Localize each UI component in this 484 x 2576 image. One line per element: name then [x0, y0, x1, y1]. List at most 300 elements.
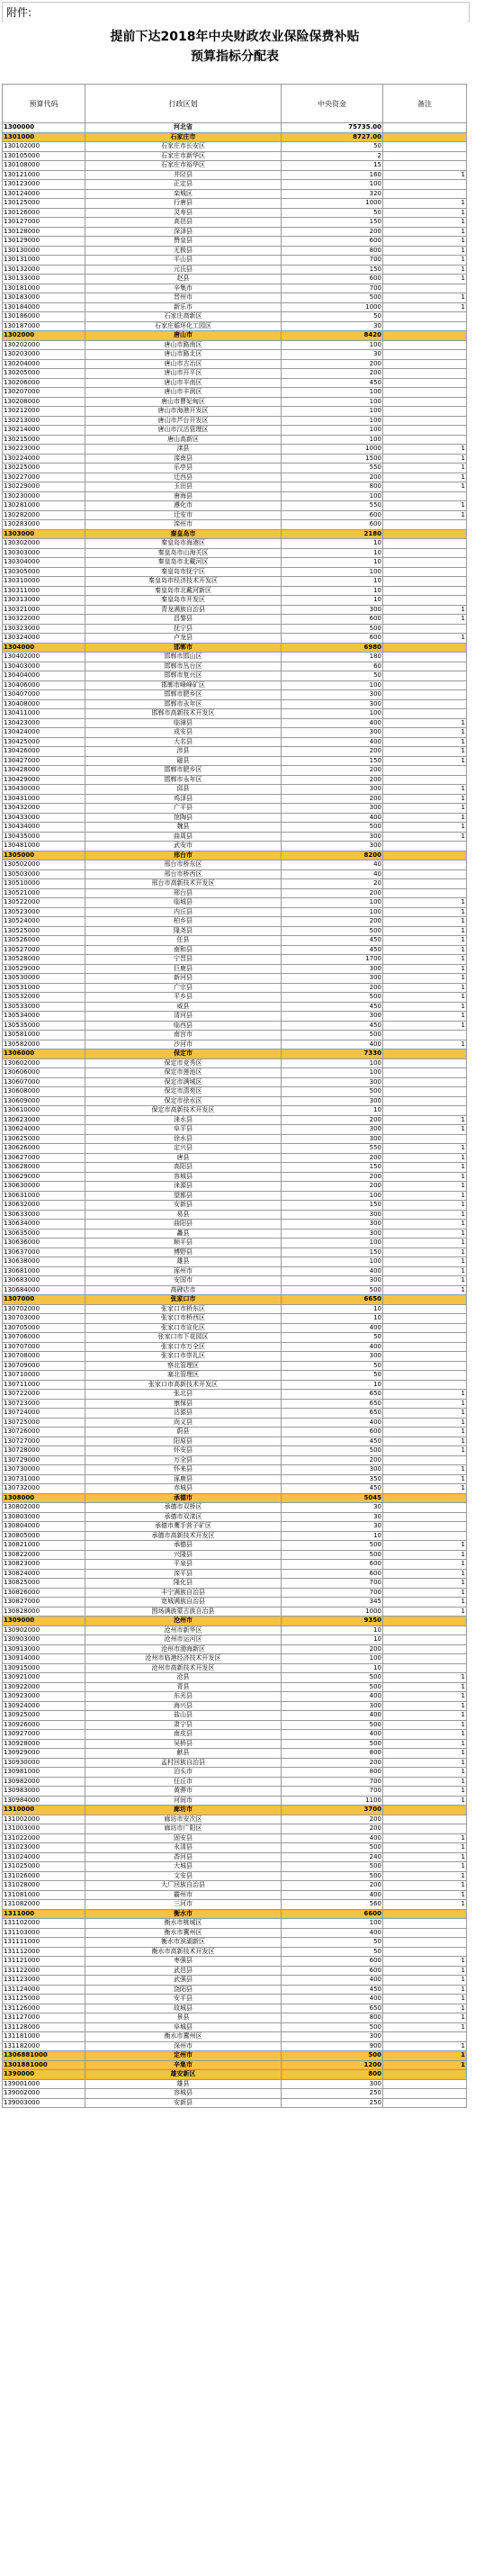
region-cell: 石家庄市新华区 [85, 151, 282, 161]
central-funds-cell: 400 [282, 718, 383, 728]
central-funds-cell: 600 [282, 615, 383, 625]
remarks-cell [383, 1380, 467, 1390]
region-cell: 广宗县 [85, 983, 282, 993]
table-row [3, 1730, 467, 1740]
remarks-cell: 1 [383, 1852, 467, 1862]
region-cell: 南皮县 [85, 1730, 282, 1740]
region-cell: 沧州市渤海新区 [85, 1644, 282, 1654]
central-funds-cell: 450 [282, 936, 383, 946]
budget-code-cell: 130303000 [3, 548, 85, 558]
central-funds-cell: 300 [282, 690, 383, 700]
central-funds-cell: 450 [282, 1985, 383, 1995]
budget-code-cell: 139003000 [3, 2098, 85, 2108]
budget-code-cell: 130731000 [3, 1474, 85, 1484]
budget-code-cell: 131002000 [3, 1815, 85, 1824]
central-funds-cell: 100 [282, 1257, 383, 1267]
table-row [3, 237, 467, 247]
region-cell: 清河县 [85, 1012, 282, 1022]
table-row [3, 189, 467, 199]
remarks-cell [383, 123, 467, 133]
budget-code-cell: 130129000 [3, 237, 85, 247]
table-row [3, 1276, 467, 1286]
central-funds-cell: 200 [282, 359, 383, 369]
budget-code-cell: 130305000 [3, 567, 85, 577]
table-row [3, 823, 467, 833]
central-funds-cell: 400 [282, 1711, 383, 1721]
table-row [3, 1002, 467, 1012]
region-cell: 尚义县 [85, 1418, 282, 1428]
table-row [3, 397, 467, 407]
central-funds-cell: 200 [282, 1153, 383, 1163]
remarks-cell [383, 766, 467, 776]
remarks-cell: 1 [383, 2060, 467, 2070]
budget-code-cell: 130983000 [3, 1787, 85, 1797]
budget-code-cell: 131023000 [3, 1843, 85, 1853]
budget-code-cell: 130610000 [3, 1106, 85, 1116]
central-funds-cell: 6600 [282, 1909, 383, 1919]
remarks-cell [383, 690, 467, 700]
budget-code-cell: 130203000 [3, 350, 85, 360]
remarks-cell: 1 [383, 1985, 467, 1995]
region-cell: 围场满族蒙古族自治县 [85, 1607, 282, 1617]
central-funds-cell: 450 [282, 1002, 383, 1012]
region-cell: 秦皇岛市山海关区 [85, 548, 282, 558]
remarks-cell [383, 1512, 467, 1522]
budget-code-cell: 130802000 [3, 1503, 85, 1513]
central-funds-cell: 10 [282, 1531, 383, 1541]
table-row [3, 1191, 467, 1201]
table-group-row [3, 643, 467, 653]
region-cell: 曲周县 [85, 832, 282, 842]
table-row [3, 1598, 467, 1608]
central-funds-cell: 400 [282, 813, 383, 823]
remarks-cell: 1 [383, 1881, 467, 1891]
region-cell: 唐山市古冶区 [85, 359, 282, 369]
table-row [3, 246, 467, 256]
central-funds-cell: 30 [282, 1503, 383, 1513]
remarks-cell: 1 [383, 1428, 467, 1437]
region-cell: 青龙满族自治县 [85, 605, 282, 615]
table-row [3, 1654, 467, 1664]
region-cell: 平泉县 [85, 1560, 282, 1570]
budget-code-cell: 130123000 [3, 180, 85, 190]
central-funds-cell: 200 [282, 1815, 383, 1824]
table-row [3, 1682, 467, 1692]
budget-code-cell: 1301000 [3, 132, 85, 142]
region-cell: 迁安市 [85, 510, 282, 520]
table-group-row [3, 851, 467, 860]
table-row [3, 170, 467, 180]
region-cell: 保定市满城区 [85, 1077, 282, 1087]
region-cell: 献县 [85, 1749, 282, 1759]
budget-code-cell: 130207000 [3, 388, 85, 398]
table-row [3, 1172, 467, 1182]
table-row [3, 1229, 467, 1238]
remarks-cell [383, 397, 467, 407]
central-funds-cell: 500 [282, 1871, 383, 1881]
central-funds-cell: 300 [282, 804, 383, 814]
region-cell: 唐山市开平区 [85, 369, 282, 379]
central-funds-cell: 650 [282, 2004, 383, 2013]
budget-code-cell: 130408000 [3, 699, 85, 709]
budget-code-cell: 130423000 [3, 718, 85, 728]
table-row [3, 416, 467, 426]
remarks-cell: 1 [383, 785, 467, 795]
region-cell: 保定市竞秀区 [85, 1058, 282, 1068]
central-funds-cell: 200 [282, 766, 383, 776]
region-cell: 保定市徐水区 [85, 1096, 282, 1106]
budget-code-cell: 130823000 [3, 1560, 85, 1570]
table-row [3, 709, 467, 719]
table-row [3, 1976, 467, 1986]
table-row [3, 766, 467, 776]
budget-code-cell: 130530000 [3, 974, 85, 984]
table-row [3, 482, 467, 492]
region-cell: 武安市 [85, 842, 282, 851]
budget-code-cell: 1302000 [3, 331, 85, 341]
budget-code-cell: 130634000 [3, 1220, 85, 1229]
central-funds-cell: 650 [282, 1399, 383, 1409]
region-cell: 衡水市桃城区 [85, 1919, 282, 1929]
region-cell: 故城县 [85, 2004, 282, 2013]
region-cell: 景县 [85, 2013, 282, 2023]
table-row [3, 1531, 467, 1541]
central-funds-cell: 900 [282, 2041, 383, 2051]
remarks-cell: 1 [383, 2022, 467, 2032]
table-row [3, 1843, 467, 1853]
budget-code-cell: 130929000 [3, 1749, 85, 1759]
table-row [3, 1201, 467, 1211]
remarks-cell [383, 671, 467, 681]
central-funds-cell: 200 [282, 1644, 383, 1654]
region-cell: 张家口市崇礼区 [85, 1352, 282, 1362]
remarks-cell [383, 340, 467, 350]
region-cell: 邯郸市永年区 [85, 699, 282, 709]
budget-code-cell: 130707000 [3, 1342, 85, 1352]
central-funds-cell: 30 [282, 321, 383, 331]
budget-code-cell: 131182000 [3, 2041, 85, 2051]
region-cell: 石家庄市 [85, 132, 282, 142]
table-row [3, 1390, 467, 1400]
central-funds-cell: 400 [282, 1323, 383, 1333]
central-funds-cell: 1000 [282, 445, 383, 455]
region-cell: 沽源县 [85, 1409, 282, 1419]
table-row [3, 1210, 467, 1220]
budget-code-cell: 130213000 [3, 416, 85, 426]
remarks-cell [383, 2070, 467, 2080]
budget-code-cell: 130127000 [3, 218, 85, 228]
table-row [3, 539, 467, 549]
remarks-cell [383, 1626, 467, 1635]
central-funds-cell: 50 [282, 1371, 383, 1381]
central-funds-cell: 100 [282, 1654, 383, 1664]
table-row [3, 1663, 467, 1673]
region-cell: 晋州市 [85, 293, 282, 303]
table-row [3, 634, 467, 644]
remarks-cell: 1 [383, 945, 467, 955]
region-cell: 怀安县 [85, 1446, 282, 1456]
remarks-cell: 1 [383, 1560, 467, 1570]
budget-code-cell: 130130000 [3, 246, 85, 256]
region-cell: 秦皇岛市海港区 [85, 539, 282, 549]
remarks-cell: 1 [383, 170, 467, 180]
budget-code-cell: 130828000 [3, 1607, 85, 1617]
budget-code-cell: 130523000 [3, 907, 85, 917]
central-funds-cell: 450 [282, 378, 383, 388]
budget-code-cell: 131122000 [3, 1966, 85, 1976]
table-row [3, 1503, 467, 1513]
budget-code-cell: 130922000 [3, 1682, 85, 1692]
central-funds-cell: 200 [282, 1824, 383, 1834]
central-funds-cell: 400 [282, 1890, 383, 1900]
region-cell: 安平县 [85, 1995, 282, 2004]
central-funds-cell: 6980 [282, 643, 383, 653]
central-funds-cell: 1000 [282, 1607, 383, 1617]
region-cell: 曲阳县 [85, 1220, 282, 1229]
budget-code-cell: 130702000 [3, 1304, 85, 1314]
remarks-cell [383, 1049, 467, 1059]
table-row [3, 917, 467, 927]
central-funds-cell: 400 [282, 1692, 383, 1702]
central-funds-cell: 100 [282, 1068, 383, 1078]
central-funds-cell: 1700 [282, 955, 383, 965]
budget-code-cell: 130304000 [3, 558, 85, 568]
table-group-row [3, 529, 467, 539]
table-row [3, 388, 467, 398]
remarks-cell: 1 [383, 1465, 467, 1475]
budget-code-cell: 130921000 [3, 1673, 85, 1683]
table-group-row [3, 1617, 467, 1626]
central-funds-cell: 10 [282, 1314, 383, 1324]
remarks-cell: 1 [383, 1711, 467, 1721]
remarks-cell: 1 [383, 1588, 467, 1598]
budget-code-cell: 130225000 [3, 464, 85, 473]
budget-code-cell: 1390000 [3, 2070, 85, 2080]
remarks-cell: 1 [383, 293, 467, 303]
table-row [3, 1068, 467, 1078]
remarks-cell: 1 [383, 1182, 467, 1192]
central-funds-cell: 200 [282, 917, 383, 927]
region-cell: 阜城县 [85, 2022, 282, 2032]
central-funds-cell: 550 [282, 1144, 383, 1154]
table-group-row [3, 1493, 467, 1503]
remarks-cell [383, 1617, 467, 1626]
remarks-cell [383, 1323, 467, 1333]
central-funds-cell: 200 [282, 1182, 383, 1192]
remarks-cell [383, 1824, 467, 1834]
budget-code-cell: 130425000 [3, 737, 85, 747]
remarks-cell [383, 699, 467, 709]
budget-code-cell: 130705000 [3, 1323, 85, 1333]
central-funds-cell: 100 [282, 340, 383, 350]
central-funds-cell: 500 [282, 1087, 383, 1097]
central-funds-cell: 100 [282, 388, 383, 398]
central-funds-cell: 150 [282, 756, 383, 766]
budget-code-cell: 130324000 [3, 634, 85, 644]
central-funds-cell: 30 [282, 350, 383, 360]
remarks-cell [383, 132, 467, 142]
region-cell: 成安县 [85, 728, 282, 738]
region-cell: 大城县 [85, 1862, 282, 1872]
central-funds-cell: 200 [282, 1881, 383, 1891]
budget-code-cell: 130726000 [3, 1428, 85, 1437]
region-cell: 高阳县 [85, 1163, 282, 1173]
remarks-cell [383, 520, 467, 530]
budget-allocation-table [2, 84, 467, 2108]
table-row [3, 2022, 467, 2032]
table-row [3, 662, 467, 671]
table-row [3, 1550, 467, 1560]
remarks-cell: 1 [383, 1021, 467, 1031]
table-row [3, 501, 467, 511]
central-funds-cell: 3700 [282, 1806, 383, 1815]
remarks-cell [383, 709, 467, 719]
table-row [3, 1371, 467, 1381]
region-cell: 广平县 [85, 804, 282, 814]
budget-code-cell: 130633000 [3, 1210, 85, 1220]
remarks-cell: 1 [383, 813, 467, 823]
region-cell: 容城县 [85, 1172, 282, 1182]
central-funds-cell: 150 [282, 1163, 383, 1173]
region-cell: 安新县 [85, 2098, 282, 2108]
central-funds-cell: 400 [282, 1040, 383, 1049]
remarks-cell: 1 [383, 804, 467, 814]
table-row [3, 1465, 467, 1475]
region-cell: 万全县 [85, 1455, 282, 1465]
budget-code-cell: 130524000 [3, 917, 85, 927]
table-row [3, 359, 467, 369]
remarks-cell: 1 [383, 1409, 467, 1419]
central-funds-cell: 10 [282, 596, 383, 606]
region-cell: 河间市 [85, 1796, 282, 1806]
central-funds-cell: 700 [282, 256, 383, 266]
budget-code-cell: 131121000 [3, 1957, 85, 1967]
column-header-remarks: 备注 [383, 85, 467, 123]
table-row [3, 2098, 467, 2108]
central-funds-cell: 400 [282, 1995, 383, 2004]
central-funds-cell: 10 [282, 548, 383, 558]
central-funds-cell: 300 [282, 785, 383, 795]
budget-code-cell: 130428000 [3, 766, 85, 776]
region-cell: 隆尧县 [85, 926, 282, 936]
remarks-cell [383, 548, 467, 558]
remarks-cell: 1 [383, 1957, 467, 1967]
region-cell: 察北管理区 [85, 1361, 282, 1371]
document-subtitle: 预算指标分配表 [191, 50, 279, 64]
budget-code-cell: 130214000 [3, 426, 85, 436]
region-cell: 安国市 [85, 1276, 282, 1286]
region-cell: 博野县 [85, 1247, 282, 1257]
budget-code-cell: 130626000 [3, 1144, 85, 1154]
remarks-cell [383, 426, 467, 436]
region-cell: 唐山高新区 [85, 435, 282, 445]
central-funds-cell: 180 [282, 653, 383, 662]
central-funds-cell: 50 [282, 208, 383, 218]
remarks-cell: 1 [383, 1749, 467, 1759]
region-cell: 邯郸市高新技术开发区 [85, 709, 282, 719]
budget-code-cell: 130223000 [3, 445, 85, 455]
region-cell: 邯郸市肥乡区 [85, 766, 282, 776]
remarks-cell: 1 [383, 1446, 467, 1456]
remarks-cell [383, 1352, 467, 1362]
central-funds-cell: 300 [282, 1096, 383, 1106]
budget-code-cell: 130607000 [3, 1077, 85, 1087]
central-funds-cell: 400 [282, 1418, 383, 1428]
table-row [3, 1106, 467, 1116]
remarks-cell: 1 [383, 832, 467, 842]
remarks-cell: 1 [383, 2013, 467, 2023]
budget-code-cell: 130703000 [3, 1314, 85, 1324]
central-funds-cell: 600 [282, 1966, 383, 1976]
budget-code-cell: 130630000 [3, 1182, 85, 1192]
remarks-cell: 1 [383, 1862, 467, 1872]
table-row [3, 1437, 467, 1446]
remarks-cell: 1 [383, 1777, 467, 1787]
central-funds-cell: 30 [282, 1512, 383, 1522]
table-row [3, 907, 467, 917]
remarks-cell [383, 161, 467, 171]
region-cell: 行唐县 [85, 199, 282, 209]
remarks-cell: 1 [383, 1153, 467, 1163]
central-funds-cell: 560 [282, 1900, 383, 1910]
remarks-cell: 1 [383, 823, 467, 833]
region-cell: 塞北管理区 [85, 1371, 282, 1381]
remarks-cell: 1 [383, 1220, 467, 1229]
central-funds-cell: 7330 [282, 1049, 383, 1059]
region-cell: 任县 [85, 936, 282, 946]
region-cell: 雄县 [85, 2079, 282, 2089]
remarks-cell: 1 [383, 1550, 467, 1560]
central-funds-cell: 700 [282, 284, 383, 293]
region-cell: 固安县 [85, 1833, 282, 1843]
budget-code-cell: 130435000 [3, 832, 85, 842]
table-group-row [3, 1295, 467, 1305]
central-funds-cell: 100 [282, 435, 383, 445]
remarks-cell [383, 284, 467, 293]
remarks-cell: 1 [383, 218, 467, 228]
central-funds-cell: 700 [282, 1777, 383, 1787]
budget-code-cell: 130683000 [3, 1276, 85, 1286]
region-cell: 秦皇岛市抚宁区 [85, 567, 282, 577]
remarks-cell: 1 [383, 1484, 467, 1494]
region-cell: 邢台市 [85, 851, 282, 860]
table-row [3, 586, 467, 596]
table-row [3, 256, 467, 266]
region-cell: 秦皇岛市北戴河新区 [85, 586, 282, 596]
remarks-cell: 1 [383, 1238, 467, 1248]
region-cell: 唐山市丰南区 [85, 378, 282, 388]
remarks-cell [383, 2089, 467, 2099]
table-row [3, 2032, 467, 2042]
region-cell: 魏县 [85, 823, 282, 833]
budget-code-cell: 1301881000 [3, 2060, 85, 2070]
region-cell: 张家口市 [85, 1295, 282, 1305]
region-cell: 张家口市桥东区 [85, 1304, 282, 1314]
remarks-cell: 1 [383, 1163, 467, 1173]
budget-code-cell: 130609000 [3, 1096, 85, 1106]
budget-code-cell: 130406000 [3, 680, 85, 690]
region-cell: 吴桥县 [85, 1739, 282, 1749]
region-cell: 秦皇岛市 [85, 529, 282, 539]
central-funds-cell: 50 [282, 671, 383, 681]
remarks-cell: 1 [383, 1758, 467, 1768]
region-cell: 石家庄高新区 [85, 312, 282, 322]
central-funds-cell: 300 [282, 1210, 383, 1220]
table-row [3, 1153, 467, 1163]
budget-code-cell: 130928000 [3, 1739, 85, 1749]
table-row [3, 993, 467, 1003]
table-row [3, 558, 467, 568]
